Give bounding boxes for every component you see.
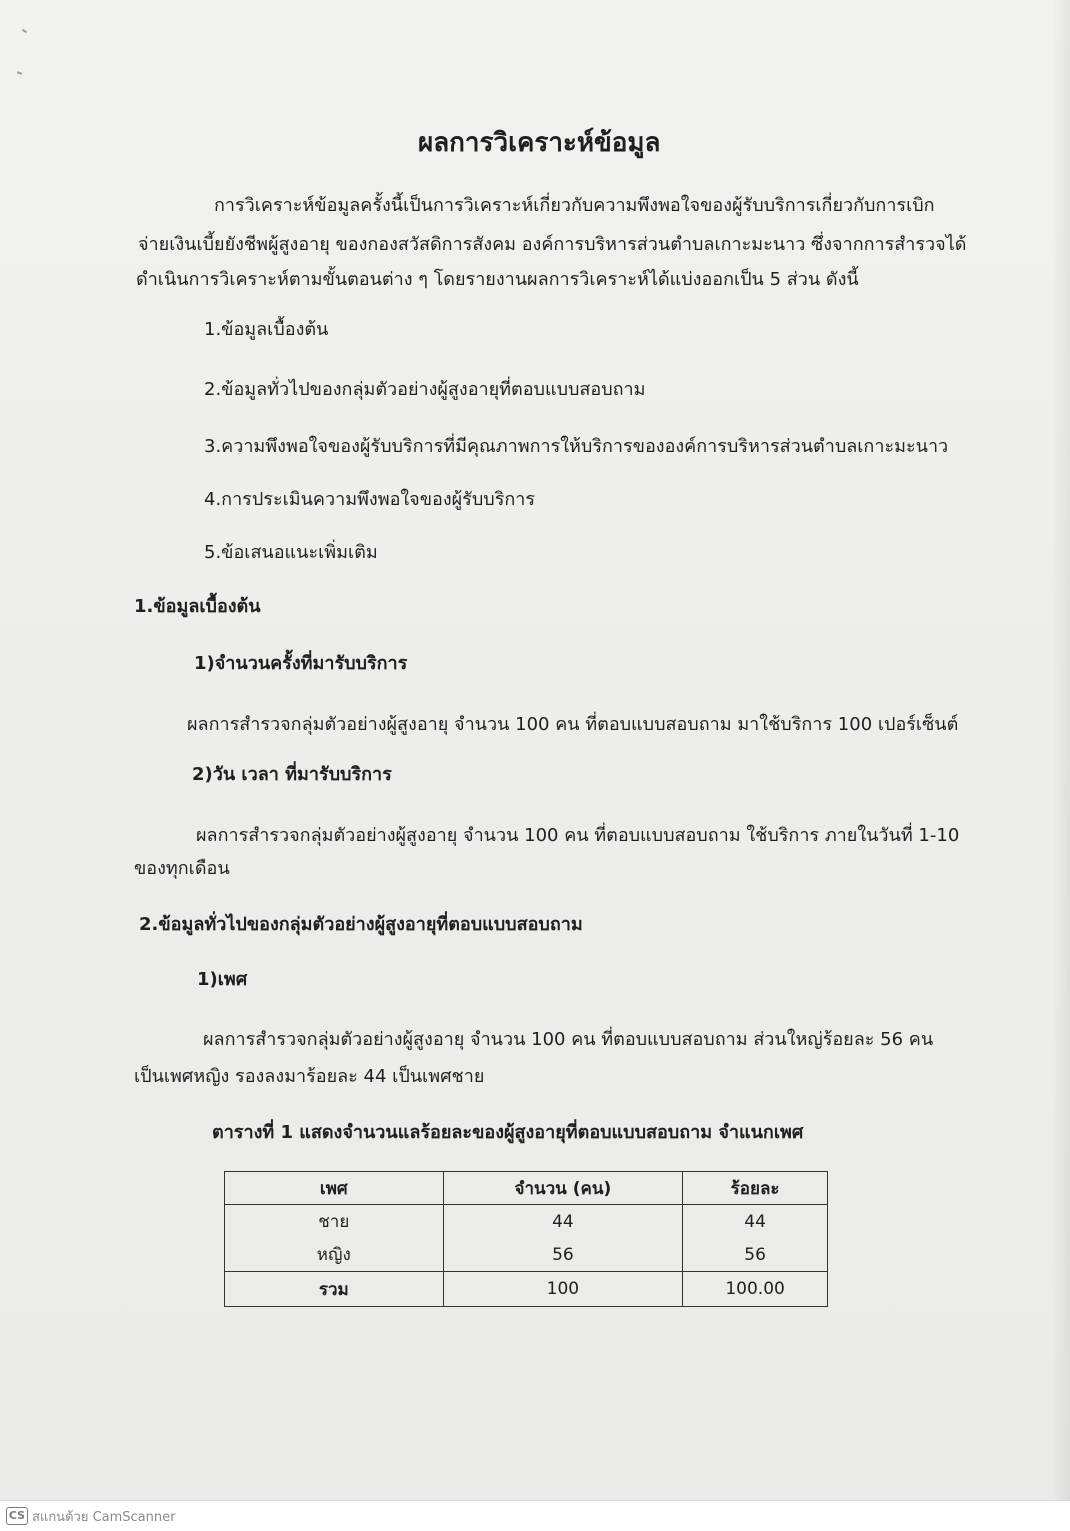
table-cell: 56: [443, 1238, 683, 1272]
paper-speck: [22, 29, 27, 34]
table-row: [225, 1205, 828, 1239]
paragraph-line: เป็นเพศหญิง รองลงมาร้อยละ 44 เป็นเพศชาย: [134, 1066, 485, 1087]
outline-item: 5.ข้อเสนอแนะเพิ่มเติม: [204, 542, 378, 563]
paragraph-line: ของทุกเดือน: [134, 858, 230, 879]
subsection-heading: 1)เพศ: [197, 969, 248, 990]
intro-line: การวิเคราะห์ข้อมูลครั้งนี้เป็นการวิเคราะห์เกี่ยวกับความพึงพอใจของผู้รับบริการเกี่ยวกับการเบิก: [214, 195, 935, 216]
outline-item: 3.ความพึงพอใจของผู้รับบริการที่มีคุณภาพการให้บริการขององค์การบริหารส่วนตำบลเกาะมะนาว: [204, 436, 949, 457]
table-header-cell: เพศ: [225, 1172, 444, 1205]
paragraph-line: ผลการสำรวจกลุ่มตัวอย่างผู้สูงอายุ จำนวน 100 คน ที่ตอบแบบสอบถาม ใช้บริการ ภายในวันที่ 1-10: [196, 825, 960, 846]
table-cell: 44: [443, 1205, 683, 1239]
table-cell: 44: [683, 1205, 828, 1239]
section-heading: 1.ข้อมูลเบื้องต้น: [134, 596, 261, 617]
table-header-row: [225, 1172, 828, 1205]
subsection-heading: 1)จำนวนครั้งที่มารับบริการ: [194, 653, 408, 674]
intro-line: จ่ายเงินเบี้ยยังชีพผู้สูงอายุ ของกองสวัสดิการสังคม องค์การบริหารส่วนตำบลเกาะมะนาว ซึ่งจากการสำรวจได้: [138, 234, 967, 255]
paragraph-line: ผลการสำรวจกลุ่มตัวอย่างผู้สูงอายุ จำนวน 100 คน ที่ตอบแบบสอบถาม ส่วนใหญ่ร้อยละ 56 คน: [203, 1029, 934, 1050]
table-cell: หญิง: [225, 1238, 444, 1272]
scanner-footer: [0, 1500, 1070, 1531]
paper-speck: [17, 71, 22, 75]
intro-line: ดำเนินการวิเคราะห์ตามขั้นตอนต่าง ๆ โดยรายงานผลการวิเคราะห์ได้แบ่งออกเป็น 5 ส่วน ดังนี้: [136, 269, 859, 290]
table-header-cell: ร้อยละ: [683, 1172, 828, 1205]
table-total-cell: 100: [443, 1272, 683, 1307]
gender-table: [224, 1171, 828, 1307]
scanner-watermark-text: สแกนด้วย CamScanner: [32, 1510, 176, 1525]
table-header-cell: จำนวน (คน): [443, 1172, 683, 1205]
table-caption: ตารางที่ 1 แสดงจำนวนแลร้อยละของผู้สูงอายุที่ตอบแบบสอบถาม จำแนกเพศ: [212, 1122, 804, 1143]
section-heading: 2.ข้อมูลทั่วไปของกลุ่มตัวอย่างผู้สูงอายุที่ตอบแบบสอบถาม: [139, 914, 583, 935]
paragraph-line: ผลการสำรวจกลุ่มตัวอย่างผู้สูงอายุ จำนวน 100 คน ที่ตอบแบบสอบถาม มาใช้บริการ 100 เปอร์เซ็นต์: [187, 714, 959, 735]
outline-item: 1.ข้อมูลเบื้องต้น: [204, 319, 329, 340]
subsection-heading: 2)วัน เวลา ที่มารับบริการ: [192, 764, 392, 785]
outline-item: 4.การประเมินความพึงพอใจของผู้รับบริการ: [204, 489, 536, 510]
table-total-row: [225, 1272, 828, 1307]
document-title: ผลการวิเคราะห์ข้อมูล: [418, 128, 661, 158]
table-cell: 56: [683, 1238, 828, 1272]
table-cell: ชาย: [225, 1205, 444, 1239]
camscanner-logo-icon: CS: [6, 1507, 28, 1525]
page-edge-shadow: [1052, 0, 1070, 1500]
outline-item: 2.ข้อมูลทั่วไปของกลุ่มตัวอย่างผู้สูงอายุที่ตอบแบบสอบถาม: [204, 379, 646, 400]
table-total-cell: รวม: [225, 1272, 444, 1307]
table-row: [225, 1238, 828, 1272]
table-total-cell: 100.00: [683, 1272, 828, 1307]
